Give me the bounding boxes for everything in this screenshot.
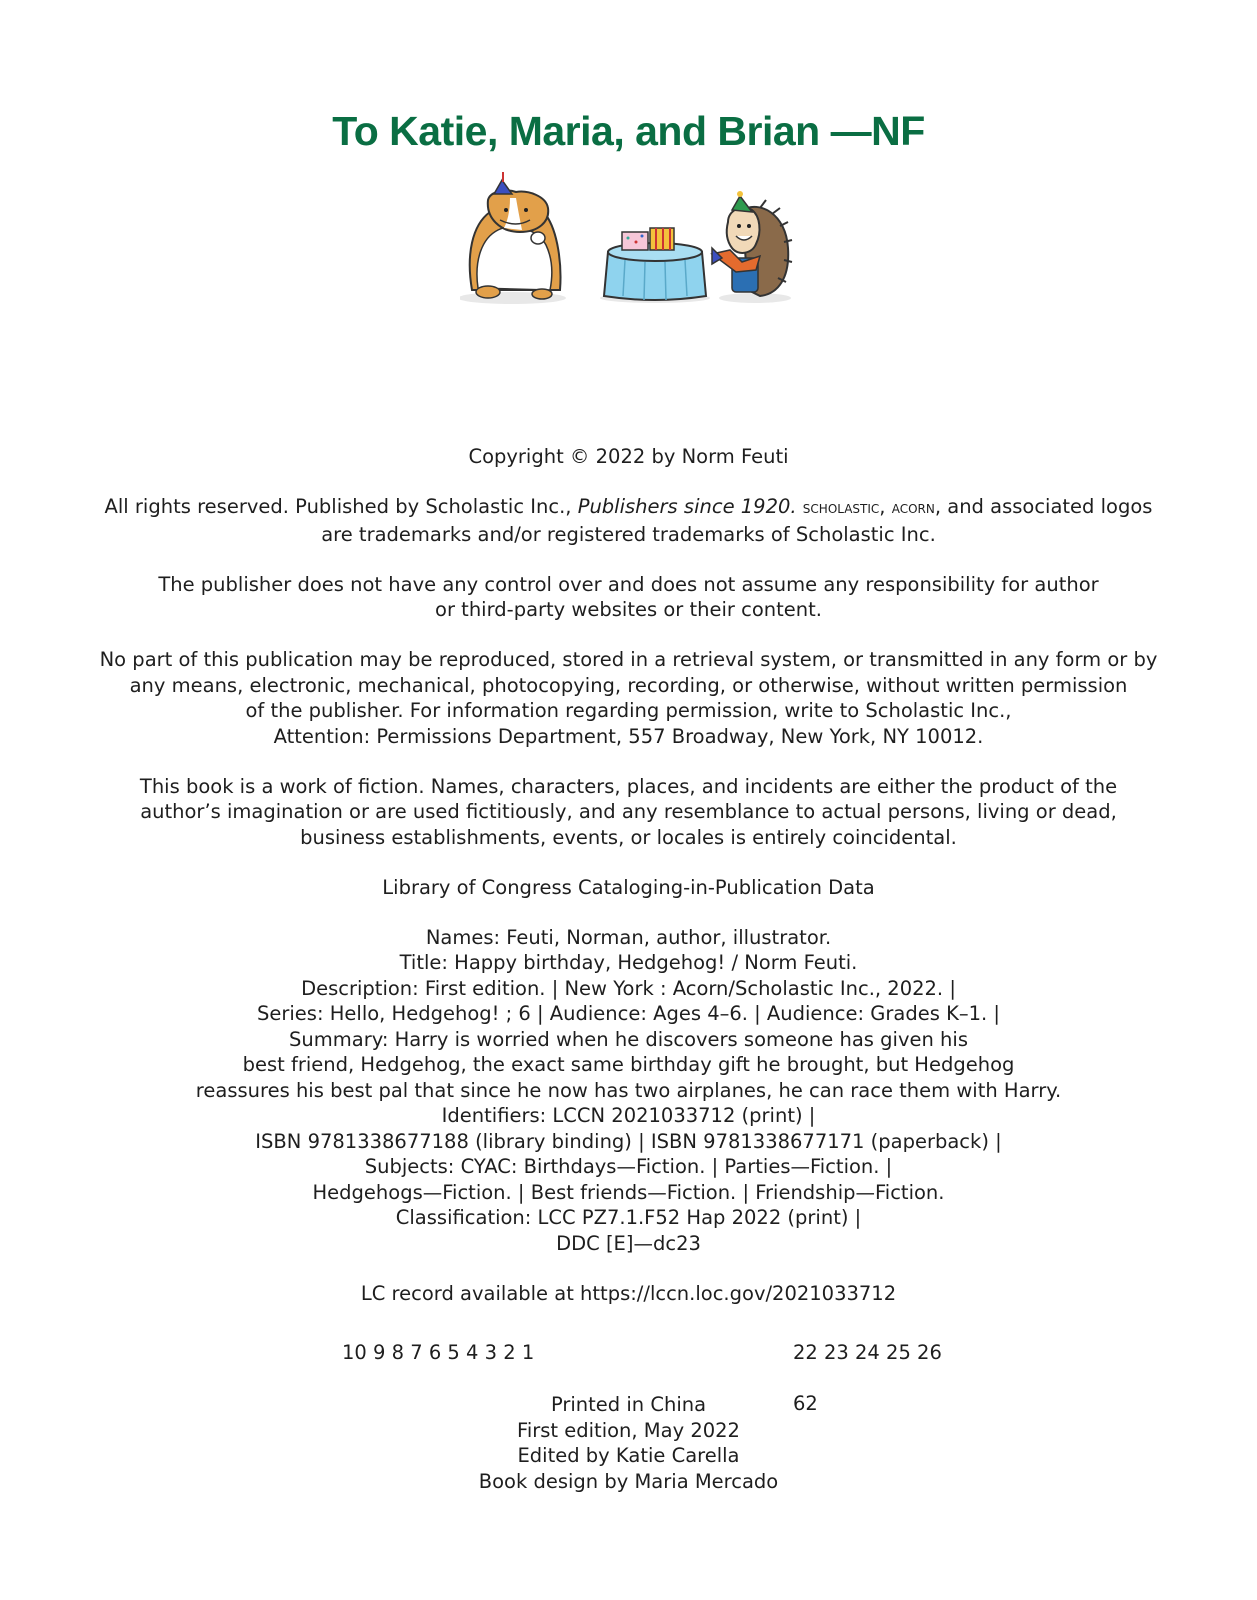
no-part-paragraph: No part of this publication may be reproduced, stored in a retrieval system, or transmitted in any form or by any means, electronic, mechanical, photocopying, recording, or otherwise, without written permission of the publisher. For information regarding permission, write to Scholastic Inc., Attention: Permissions Department, 557 Broadway, New York, NY 10012. bbox=[99, 648, 1158, 748]
design-credit: Book design by Maria Mercado bbox=[478, 1469, 779, 1493]
editor-credit: Edited by Katie Carella bbox=[517, 1444, 740, 1467]
batch-number: 62 bbox=[793, 1392, 818, 1415]
publishers-since: Publishers since 1920. bbox=[577, 495, 797, 518]
printing-info bbox=[0, 1392, 1257, 1494]
printed-in: Printed in China bbox=[550, 1393, 707, 1416]
guinea-pig-icon bbox=[460, 172, 566, 304]
copyright-block bbox=[60, 444, 1197, 1331]
print-line-numbers: 10 9 8 7 6 5 4 3 2 1 bbox=[342, 1341, 535, 1364]
dedication: To Katie, Maria, and Brian —NF bbox=[332, 108, 925, 154]
copyright-notice: Copyright © 2022 by Norm Feuti bbox=[468, 445, 789, 468]
fiction-paragraph: This book is a work of fiction. Names, characters, places, and incidents are either the product of the author’s imagination or are used fictitiously, and any resemblance to actual persons, living or dead, business establishments, events, or locales is entirely coincidental. bbox=[139, 774, 1118, 849]
publisher-control-paragraph: The publisher does not have any control over and does not assume any responsibility for author or third-party websites or their content. bbox=[158, 572, 1099, 621]
birthday-illustration bbox=[460, 170, 800, 320]
hedgehog-icon bbox=[712, 191, 792, 303]
cip-data: Names: Feuti, Norman, author, illustrator. Title: Happy birthday, Hedgehog! / Norm Feuti. Description: First edition. | New York : Acorn/Scholastic Inc., 2022. | Series: Hello, Hedgehog! ; 6 | Audience: Ages 4–6. | Audience: Grades K–1. | Summary: Harry is worried when he discovers someone has given his best friend, Hedgehog, the exact same birthday gift he brought, but Hedgehog reassures his best pal that since he now has two airplanes, he can race them with Harry. Identifiers: LCCN 2021033712 (print) | ISBN 9781338677188 (library binding) | ISBN 9781338677171 (paperback) | Subjects: CYAC: Birthdays—Fiction. | Parties—Fiction. | Hedgehogs—Fiction. | Best friends—Fiction. | Friendship—Fiction. Classification: LCC PZ7.1.F52 Hap 2022 (print) | DDC [E]—dc23 bbox=[195, 925, 1062, 1255]
lc-record-line: LC record available at https://lccn.loc.gov/2021033712 bbox=[360, 1281, 897, 1305]
edition-date: First edition, May 2022 bbox=[517, 1418, 740, 1442]
brand-scholastic: scholastic bbox=[802, 498, 880, 518]
rights-paragraph: All rights reserved. Published by Scholastic Inc., Publishers since 1920. scholastic, acorn, and associated logos are trademarks and/or registered trademarks of Scholastic Inc. bbox=[104, 495, 1153, 546]
brand-acorn: acorn bbox=[891, 498, 935, 518]
cip-heading: Library of Congress Cataloging-in-Publication Data bbox=[382, 875, 875, 899]
cake-table-icon bbox=[600, 228, 710, 303]
year-numbers: 22 23 24 25 26 bbox=[793, 1341, 942, 1364]
